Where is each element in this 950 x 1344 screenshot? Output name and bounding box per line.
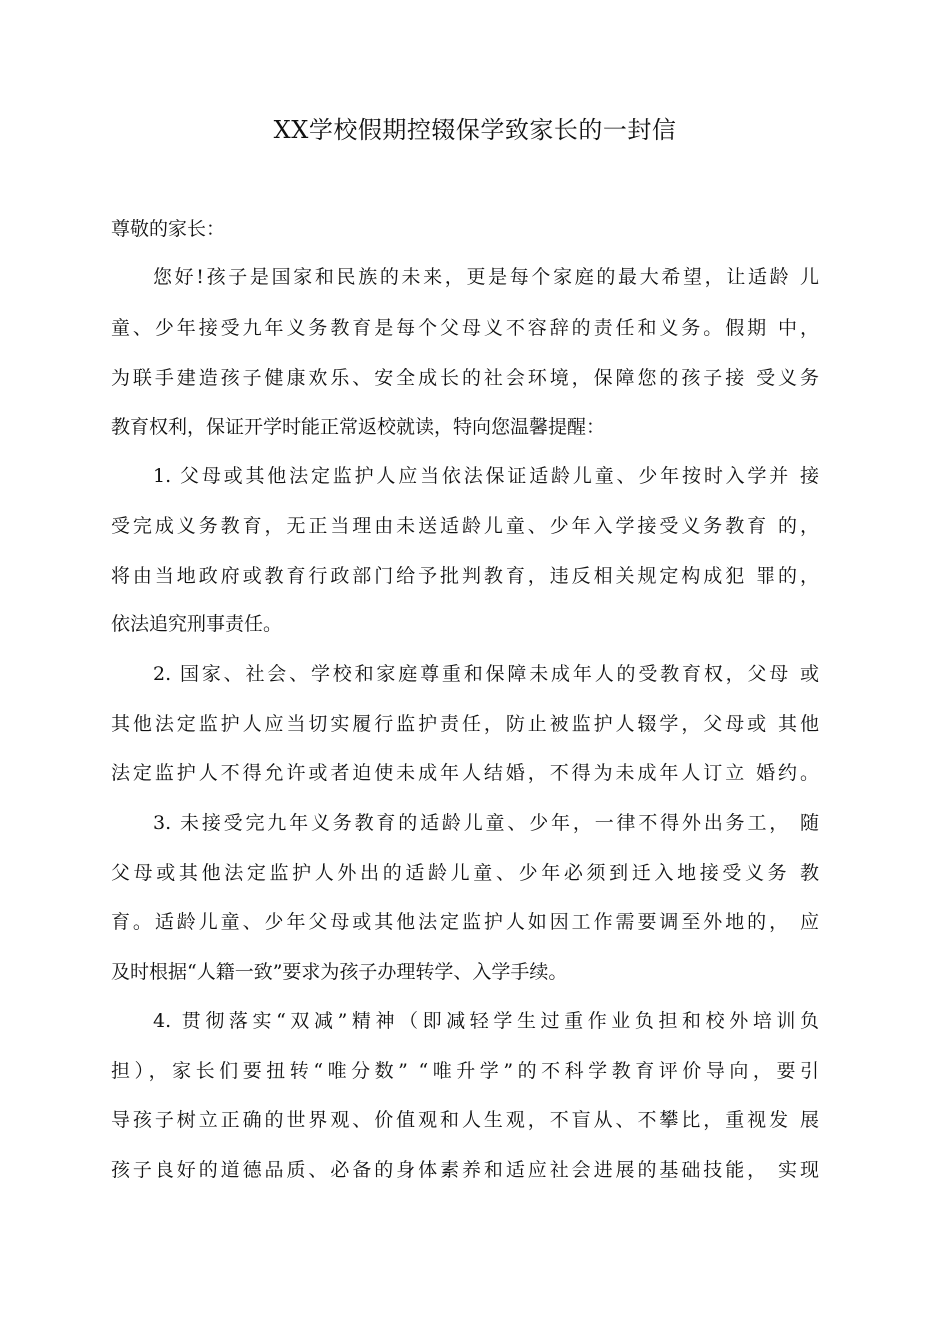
body-line: 为联手建造孩子健康欢乐、安全成长的社会环境，保障您的孩子接 受义务 <box>111 367 819 389</box>
letter-title: XX学校假期控辍保学致家长的一封信 <box>273 116 677 144</box>
body-line: 担），家长们要扭转“唯分数” “唯升学”的不科学教育评价导向，要引 <box>111 1060 819 1082</box>
body-line: 及时根据“人籍一致”要求为孩子办理转学、入学手续。 <box>111 961 568 983</box>
body-line: 3. 未接受完九年义务教育的适龄儿童、少年，一律不得外出务工， 随 <box>153 812 819 834</box>
body-line: 育。适龄儿童、少年父母或其他法定监护人如因工作需要调至外地的， 应 <box>111 911 819 933</box>
body-line: 童、少年接受九年义务教育是每个父母义不容辞的责任和义务。假期 中， <box>111 317 819 339</box>
body-line: 1. 父母或其他法定监护人应当依法保证适龄儿童、少年按时入学并 接 <box>153 465 819 487</box>
body-line: 2. 国家、社会、学校和家庭尊重和保障未成年人的受教育权，父母 或 <box>153 663 819 685</box>
body-line: 导孩子树立正确的世界观、价值观和人生观，不盲从、不攀比，重视发 展 <box>111 1109 819 1131</box>
body-line: 受完成义务教育，无正当理由未送适龄儿童、少年入学接受义务教育 的， <box>111 515 819 537</box>
salutation: 尊敬的家长： <box>111 218 226 240</box>
body-line: 教育权利，保证开学时能正常返校就读，特向您温馨提醒： <box>111 416 606 438</box>
body-line: 父母或其他法定监护人外出的适龄儿童、少年必须到迁入地接受义务 教 <box>111 862 819 884</box>
body-line: 将由当地政府或教育行政部门给予批判教育，违反相关规定构成犯 罪的， <box>111 565 819 587</box>
body-line: 其他法定监护人应当切实履行监护责任，防止被监护人辍学，父母或 其他 <box>111 713 819 735</box>
body-line: 4. 贯彻落实“双减”精神（即减轻学生过重作业负担和校外培训负 <box>153 1010 819 1032</box>
body-line: 您好!孩子是国家和民族的未来，更是每个家庭的最大希望，让适龄 儿 <box>153 266 819 288</box>
body-line: 孩子良好的道德品质、必备的身体素养和适应社会进展的基础技能， 实现 <box>111 1159 819 1181</box>
body-line: 依法追究刑事责任。 <box>111 613 283 635</box>
body-line: 法定监护人不得允许或者迫使未成年人结婚，不得为未成年人订立 婚约。 <box>111 762 819 784</box>
